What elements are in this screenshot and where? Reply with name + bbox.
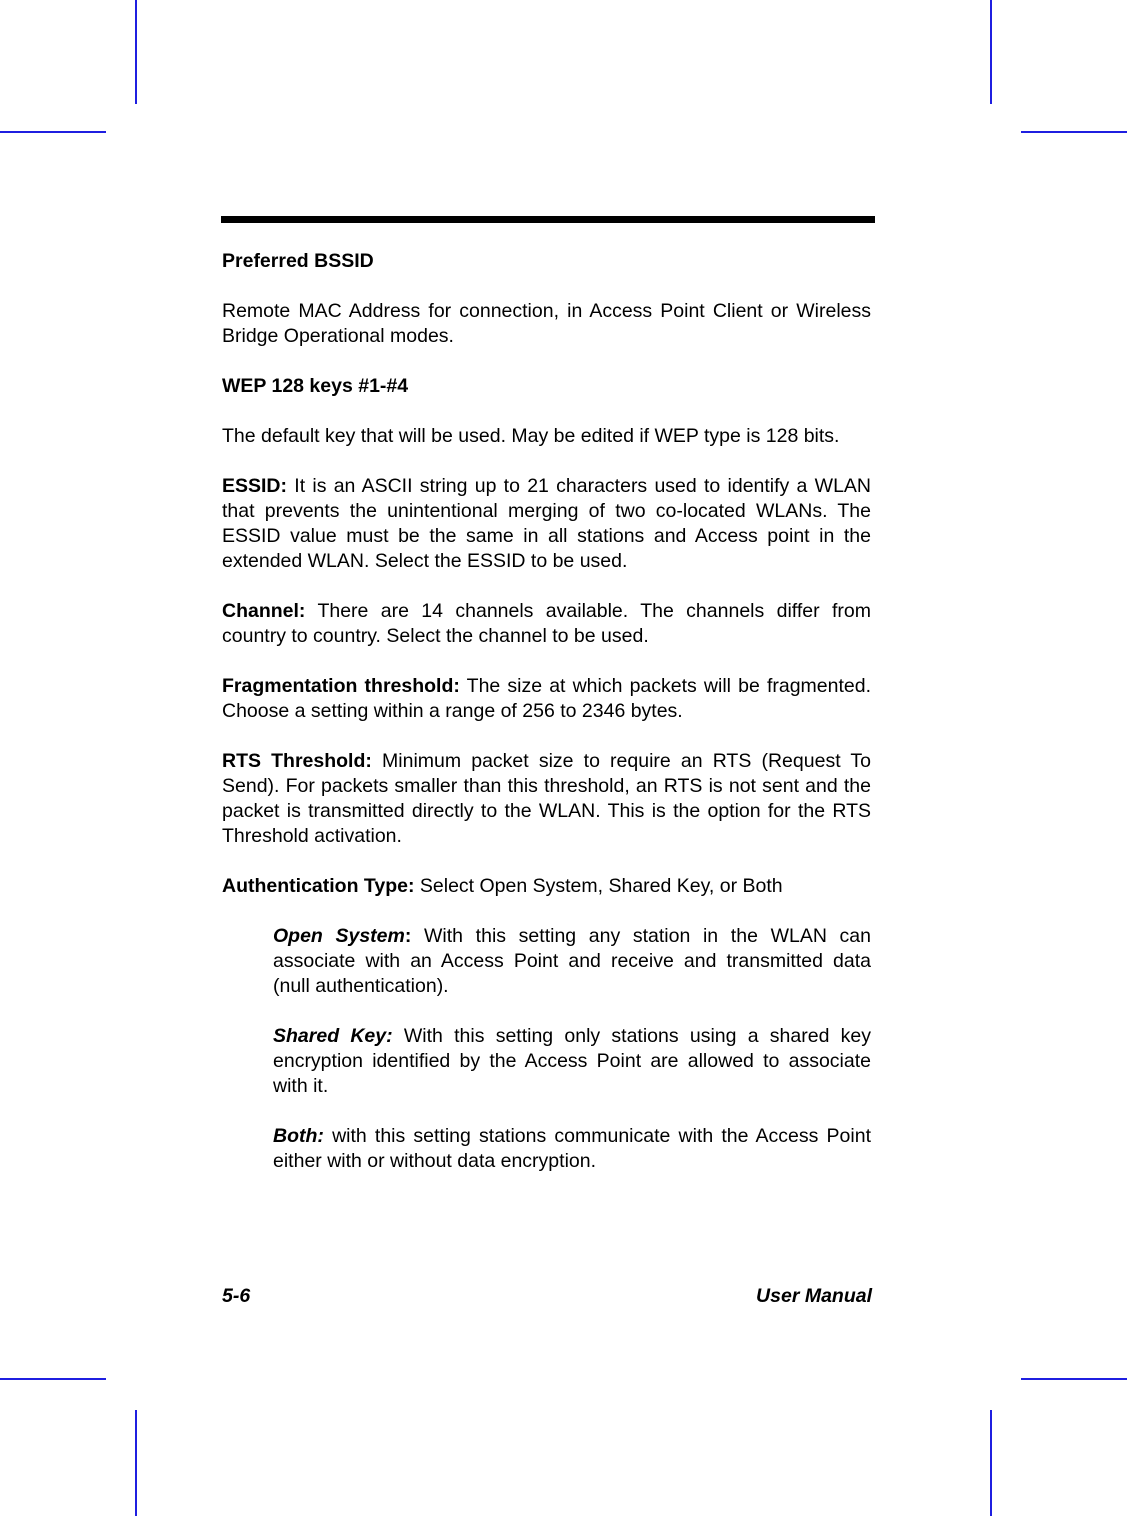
definition-term: Authentication Type:	[222, 875, 415, 897]
definition-channel	[222, 599, 871, 649]
definition-authentication-type	[222, 874, 871, 899]
auth-option-shared-key	[273, 1024, 871, 1099]
auth-option-text: With this setting any station in the WLAN can associate with an Access Point and receive and transmitted data (null authentication).	[273, 925, 871, 997]
crop-mark-bottom-left-vertical	[135, 1410, 137, 1516]
crop-mark-top-left-vertical	[135, 0, 137, 104]
definition-text: There are 14 channels available. The channels differ from country to country. Select the channel to be used.	[222, 600, 871, 647]
section-body-preferred-bssid: Remote MAC Address for connection, in Access Point Client or Wireless Bridge Operational modes.	[222, 300, 871, 347]
definition-term: Channel:	[222, 600, 306, 622]
auth-option-term: Shared Key:	[273, 1025, 393, 1047]
definition-essid	[222, 474, 871, 574]
auth-option-colon: :	[404, 925, 412, 947]
definition-text: The size at which packets will be fragmented. Choose a setting within a range of 256 to 2346 bytes.	[222, 675, 872, 722]
auth-option-term: Both:	[273, 1125, 324, 1147]
definition-term: Fragmentation threshold:	[222, 675, 460, 697]
definition-rts-threshold	[222, 749, 871, 849]
section-body-wep-keys: The default key that will be used. May be edited if WEP type is 128 bits.	[222, 425, 840, 447]
definition-text: Select Open System, Shared Key, or Both	[414, 875, 783, 897]
crop-mark-top-right-vertical	[990, 0, 992, 104]
crop-mark-top-right-horizontal	[1021, 131, 1127, 133]
page-content	[222, 249, 871, 1199]
crop-mark-bottom-right-horizontal	[1021, 1378, 1127, 1380]
definition-term: RTS Threshold:	[222, 750, 372, 772]
page-footer	[222, 1284, 872, 1309]
auth-option-term: Open System	[273, 925, 405, 947]
auth-option-open-system	[273, 924, 871, 999]
section-heading-preferred-bssid: Preferred BSSID	[222, 250, 374, 272]
section-heading-wep-keys: WEP 128 keys #1-#4	[222, 375, 409, 397]
definition-term: ESSID:	[222, 475, 288, 497]
auth-option-both	[273, 1124, 871, 1174]
crop-mark-bottom-right-vertical	[990, 1410, 992, 1516]
auth-option-text: with this setting stations communicate with the Access Point either with or without data encryption.	[273, 1125, 871, 1172]
definition-text: Minimum packet size to require an RTS (Request To Send). For packets smaller than this threshold, an RTS is not sent and the packet is transmitted directly to the WLAN. This is the option for the RTS Threshold activation.	[222, 750, 871, 847]
header-rule	[221, 216, 875, 223]
footer-title: User Manual	[756, 1285, 872, 1307]
page-number: 5-6	[222, 1285, 251, 1307]
definition-fragmentation-threshold	[222, 674, 871, 724]
definition-text: It is an ASCII string up to 21 characters used to identify a WLAN that prevents the unintentional merging of two co-located WLANs. The ESSID value must be the same in all stations and Access point in the extended WLAN. Select the ESSID to be used.	[222, 475, 871, 572]
crop-mark-top-left-horizontal	[0, 131, 106, 133]
crop-mark-bottom-left-horizontal	[0, 1378, 106, 1380]
auth-option-text: With this setting only stations using a shared key encryption identified by the Access Point are allowed to associate with it.	[273, 1025, 871, 1097]
